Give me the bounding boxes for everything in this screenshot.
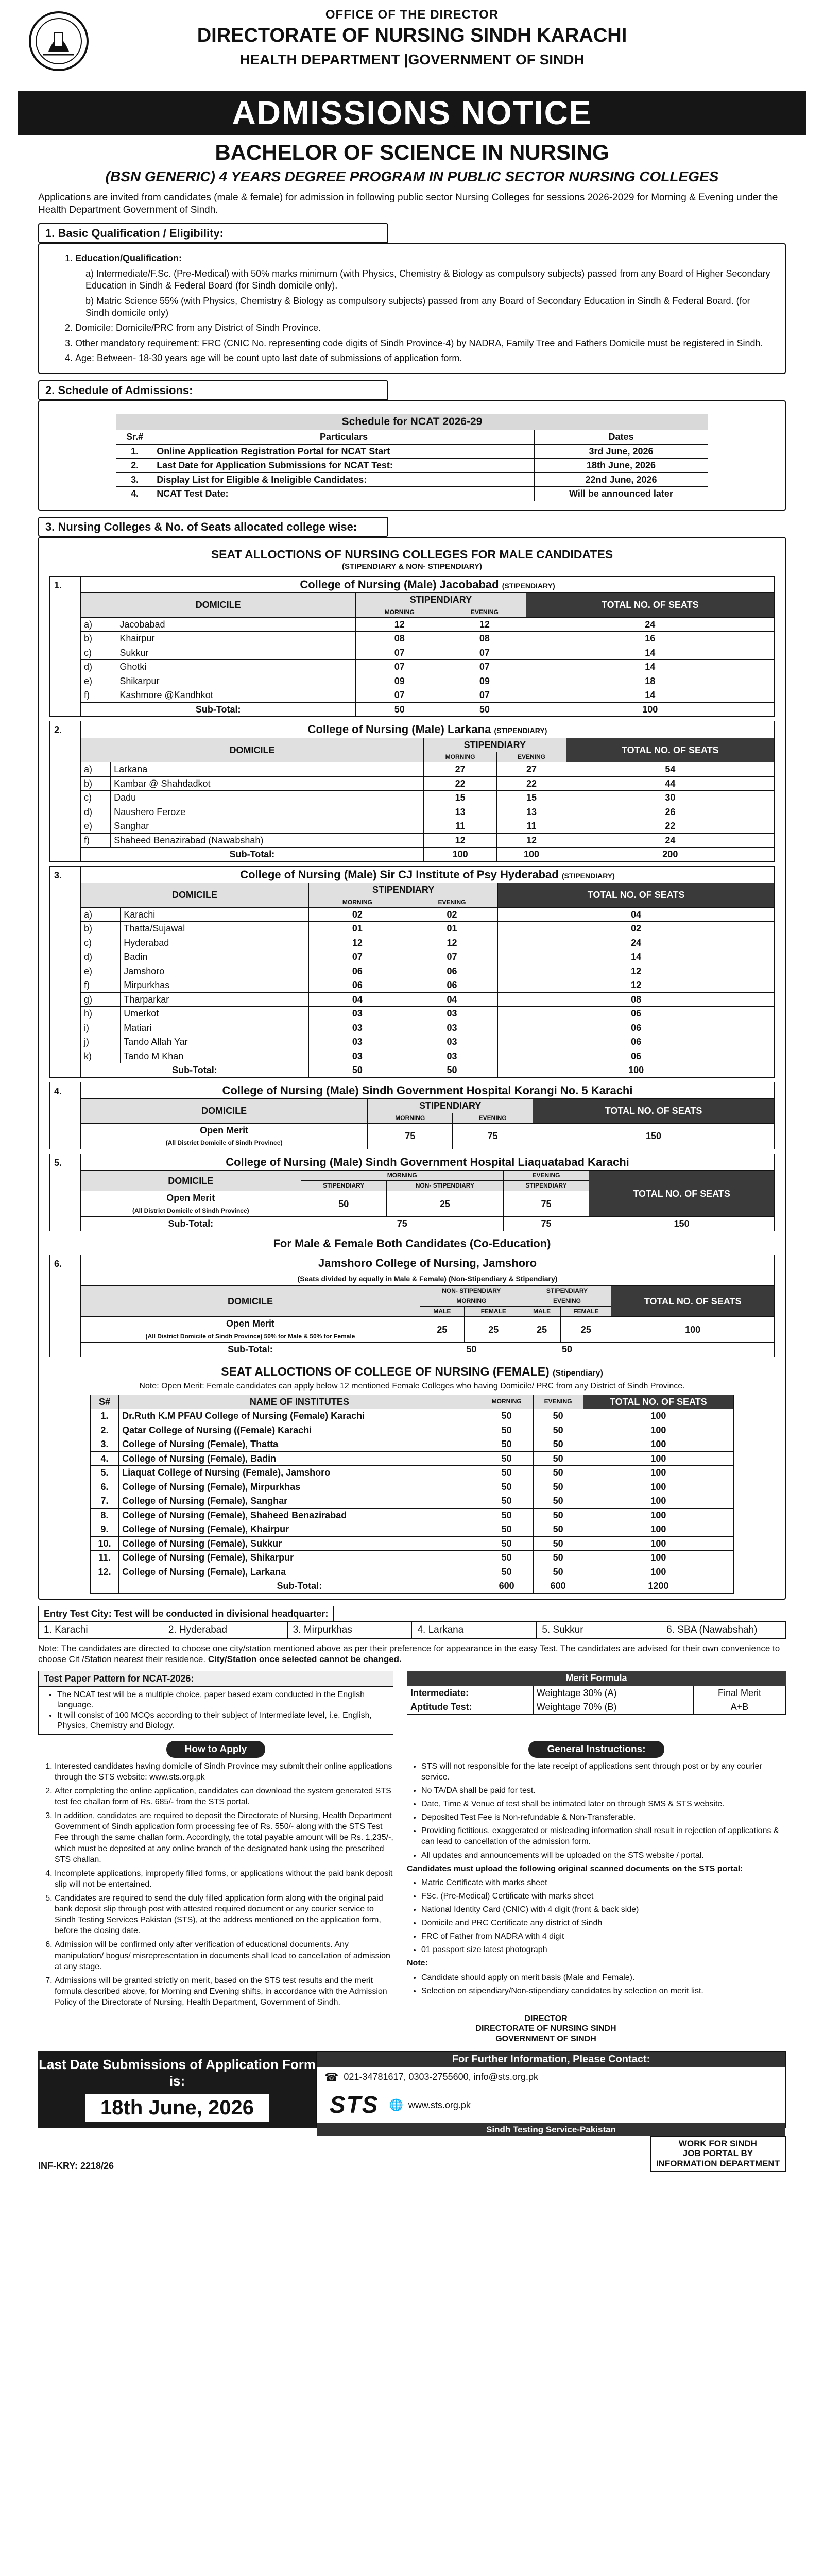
district-row: b) Khairpur 08 08 16 — [81, 632, 775, 646]
contact-footer — [38, 2051, 786, 2134]
college-block-korangi: 4. College of Nursing (Male) Sindh Government Hospital Korangi No. 5 Karachi DOMICILE STIPENDIARY TOTAL NO. OF SEATS MORNING EVENING Open Merit (All District Domicile of Sindh Province) 75 75 150 — [49, 1082, 775, 1149]
how-to-apply — [38, 1741, 393, 2011]
district-row: c) Dadu 15 15 30 — [81, 791, 775, 805]
district-row: a) Karachi 02 02 04 — [81, 907, 775, 922]
test-city: 4. Larkana — [412, 1622, 537, 1638]
required-document: • FSc. (Pre-Medical) Certificate with marks sheet — [421, 1891, 786, 1902]
sts-logo: STS — [330, 2091, 379, 2119]
female-college-row: 5. Liaquat College of Nursing (Female), Jamshoro 50 50 100 — [91, 1466, 734, 1480]
last-date-box: Last Date Submissions of Application Form is: 18th June, 2026 — [38, 2051, 316, 2128]
government-seal-icon — [28, 10, 90, 72]
eligibility-other: 3. Other mandatory requirement: FRC (CNIC No. representing code digits of Sindh Province-4) by NADRA, Family Tree and Fathers Domicile must be registered in Sindh. — [75, 337, 775, 349]
district-row: i) Matiari 03 03 06 — [81, 1021, 775, 1035]
apply-step: 4. Incomplete applications, improperly filled forms, or applications without the paid bank deposit slip will not be entertained. — [55, 1868, 393, 1890]
globe-icon: 🌐 — [389, 2098, 403, 2112]
required-document: • FRC of Father from NADRA with 4 digit — [421, 1931, 786, 1942]
male-allocation-subtitle: (STIPENDIARY & NON- STIPENDIARY) — [342, 562, 482, 571]
required-document: • Domicile and PRC Certificate any district of Sindh — [421, 1918, 786, 1928]
apply-step: 5. Candidates are required to send the duly filled application form along with the original paid bank deposit slip through post with attested required document or any courier service to Sindh Testing Services Pakistan (STS), at the address mentioned on the application form, before the closing date. — [55, 1893, 393, 1936]
college-number: 1. — [49, 576, 80, 717]
female-college-row: 6. College of Nursing (Female), Mirpurkhas 50 50 100 — [91, 1480, 734, 1494]
schedule-table-title: Schedule for NCAT 2026-29 — [116, 414, 708, 430]
work-for-sindh-badge: WORK FOR SINDH JOB PORTAL BY INFORMATION DEPARTMENT — [650, 2136, 786, 2172]
schedule-row: 2. Last Date for Application Submissions for NCAT Test: 18th June, 2026 — [116, 459, 708, 473]
notice-bottom — [38, 2136, 786, 2172]
section-eligibility — [38, 243, 786, 374]
college-title: College of Nursing (Male) Larkana (STIPENDIARY) — [81, 721, 775, 738]
instruction-item: • No TA/DA shall be paid for test. — [421, 1785, 786, 1796]
test-city: 5. Sukkur — [537, 1622, 661, 1638]
test-pattern-item: • It will consist of 100 MCQs according to their subject of Intermediate level, i.e. English, Physics, Chemistry and Biology. — [57, 1710, 388, 1731]
test-city-title: Entry Test City: Test will be conducted in divisional headquarter: — [38, 1606, 334, 1622]
reference-number: INF-KRY: 2218/26 — [38, 2160, 114, 2171]
test-and-merit — [38, 1671, 786, 1735]
college-block: 1. College of Nursing (Male) Jacobabad (STIPENDIARY) DOMICILE STIPENDIARY TOTAL NO. OF SEATS MORNING EVENING a) Jacobabad 12 12 24 b) Khairpur 08 08 16 c) Sukkur 07 07 14 d) Ghotki 07 07 14 e) Shikarpur 09 09 18 f) Kashmore @Kandhkot 07 07 14 Sub-Total: 50 50 100 — [49, 576, 775, 717]
note-item: • Selection on stipendiary/Non-stipendiary candidates by selection on merit list. — [421, 1986, 786, 1996]
female-college-row: 9. College of Nursing (Female), Khairpur 50 50 100 — [91, 1522, 734, 1537]
section-colleges — [38, 537, 786, 1599]
test-city: 3. Mirpurkhas — [288, 1622, 413, 1638]
college-block-liaquatabad: 5. College of Nursing (Male) Sindh Government Hospital Liaquatabad Karachi DOMICILE MORNING EVENING TOTAL NO. OF SEATS STIPENDIARY NON- STIPENDIARY STIPENDIARY Open Merit (All District Domicile of Sindh Province) 50 25 75 Sub-Total: 75 75 150 — [49, 1154, 775, 1231]
female-college-row: 1. Dr.Ruth K.M PFAU College of Nursing (Female) Karachi 50 50 100 — [91, 1409, 734, 1423]
female-college-row: 12. College of Nursing (Female), Larkana 50 50 100 — [91, 1565, 734, 1579]
female-allocation-title: SEAT ALLOCTIONS OF COLLEGE OF NURSING (FEMALE) (Stipendiary) — [221, 1364, 603, 1378]
instruction-item: • STS will not responsible for the late receipt of applications sent through post or by any courier service. — [421, 1761, 786, 1783]
eligibility-education: 1. Education/Qualification: a) Intermediate/F.Sc. (Pre-Medical) with 50% marks minimum (with Physics, Chemistry & Biology as compulsory subjects) passed from any Board of Higher Secondary Education in Sindh & Federal Board (for Sindh domicile only). b) Matric Science 55% (with Physics, Chemistry & Biology as compulsory subjects) passed from any Board of Secondary Education in Sindh & Federal Board. (for Sindh domicile only) — [75, 252, 775, 319]
apply-step: 7. Admissions will be granted strictly on merit, based on the STS test results and the merit formula described above, for Morning and Evening shifts, in accordance with the Admission Policy of the Directorate of Nursing, Health Department, Government of Sindh. — [55, 1975, 393, 2008]
program-title: BACHELOR OF SCIENCE IN NURSING — [215, 140, 609, 164]
male-allocation-title: SEAT ALLOCTIONS OF NURSING COLLEGES FOR MALE CANDIDATES — [211, 548, 613, 562]
female-college-row: 3. College of Nursing (Female), Thatta 50 50 100 — [91, 1437, 734, 1452]
note-title: Note: — [407, 1959, 428, 1968]
district-row: e) Sanghar 11 11 22 — [81, 819, 775, 834]
female-college-row: 10. College of Nursing (Female), Sukkur 50 50 100 — [91, 1536, 734, 1551]
subtotal-row: Sub-Total: 100 100 200 — [81, 848, 775, 862]
director-signature: DIRECTOR DIRECTORATE OF NURSING SINDH GOVERNMENT OF SINDH — [475, 2014, 616, 2043]
college-title: College of Nursing (Male) Jacobabad (STIPENDIARY) — [81, 576, 775, 593]
apply-and-instructions — [38, 1741, 786, 2011]
section-schedule — [38, 400, 786, 511]
education-option-a: a) Intermediate/F.Sc. (Pre-Medical) with 50% marks minimum (with Physics, Chemistry & Biology as compulsory subjects) passed from any Board of Higher Secondary Education in Sindh & Federal Board (for Sindh domicile only). — [85, 268, 770, 291]
contact-box: For Further Information, Please Contact: ☎ 021-34781617, 0303-2755600, info@sts.org.pk STS 🌐 www.sts.org.pk Sindh Testing Service-Pakistan — [316, 2051, 786, 2128]
section-eligibility-title: 1. Basic Qualification / Eligibility: — [38, 223, 388, 244]
schedule-row: 3. Display List for Eligible & Ineligible Candidates: 22nd June, 2026 — [116, 472, 708, 487]
test-city: 1. Karachi — [39, 1622, 163, 1638]
schedule-row: 1. Online Application Registration Portal for NCAT Start 3rd June, 2026 — [116, 444, 708, 459]
website-link[interactable]: www.sts.org.pk — [408, 2099, 471, 2110]
schedule-header: Dates — [534, 430, 708, 445]
district-row: e) Shikarpur 09 09 18 — [81, 674, 775, 688]
college-block: 3. College of Nursing (Male) Sir CJ Institute of Psy Hyderabad (STIPENDIARY) DOMICILE STIPENDIARY TOTAL NO. OF SEATS MORNING EVENING a) Karachi 02 02 04 b) Thatta/Sujawal 01 01 02 c) Hyderabad 12 12 24 d) Badin 07 07 14 e) Jamshoro 06 06 12 f) Mirpurkhas 06 06 12 g) Tharparkar 04 04 08 h) Umerkot 03 03 06 i) Matiari 03 03 06 j) Tando Allah Yar 03 03 06 k) Tando M Khan 03 03 06 Sub-Total: 50 50 100 — [49, 866, 775, 1078]
eligibility-domicile: 2. Domicile: Domicile/PRC from any District of Sindh Province. — [75, 322, 775, 334]
directorate-title: DIRECTORATE OF NURSING SINDH KARACHI — [197, 25, 627, 46]
last-date: 18th June, 2026 — [85, 2094, 269, 2122]
district-row: k) Tando M Khan 03 03 06 — [81, 1049, 775, 1063]
district-row: c) Sukkur 07 07 14 — [81, 646, 775, 660]
office-line: OFFICE OF THE DIRECTOR — [325, 8, 499, 22]
test-city-list — [38, 1621, 786, 1639]
college-block: 2. College of Nursing (Male) Larkana (STIPENDIARY) DOMICILE STIPENDIARY TOTAL NO. OF SEATS MORNING EVENING a) Larkana 27 27 54 b) Kambar @ Shahdadkot 22 22 44 c) Dadu 15 15 30 d) Naushero Feroze 13 13 26 e) Sanghar 11 11 22 f) Shaheed Benazirabad (Nawabshah) 12 12 24 Sub-Total: 100 100 200 — [49, 721, 775, 862]
college-title: Jamshoro College of Nursing, Jamshoro — [318, 1257, 537, 1270]
test-pattern-box — [38, 1671, 393, 1735]
district-row: d) Badin 07 07 14 — [81, 950, 775, 964]
phone-icon: ☎ — [324, 2070, 339, 2083]
district-row: e) Jamshoro 06 06 12 — [81, 964, 775, 978]
district-row: b) Kambar @ Shahdadkot 22 22 44 — [81, 776, 775, 791]
intro-paragraph: Applications are invited from candidates (male & female) for admission in following public sector Nursing Colleges for sessions 2026-2029 for Morning & Evening under the Health Department Government of Sindh. — [38, 192, 778, 216]
college-number: 2. — [49, 721, 80, 862]
apply-step: 1. Interested candidates having domicile of Sindh Province may submit their online applications through the STS website: www.sts.org.pk — [55, 1761, 393, 1783]
section-schedule-title: 2. Schedule of Admissions: — [38, 380, 388, 401]
subtotal-row: Sub-Total: 50 50 100 — [81, 702, 775, 717]
college-number: 4. — [49, 1082, 80, 1149]
note-item: • Candidate should apply on merit basis (Male and Female). — [421, 1972, 786, 1983]
test-city: 6. SBA (Nawabshah) — [666, 1624, 758, 1635]
district-row: h) Umerkot 03 03 06 — [81, 1007, 775, 1021]
contact-details: 021-34781617, 0303-2755600, info@sts.org.pk — [344, 2072, 538, 2082]
district-row: b) Thatta/Sujawal 01 01 02 — [81, 922, 775, 936]
college-title: College of Nursing (Male) Sir CJ Institute of Psy Hyderabad (STIPENDIARY) — [81, 866, 775, 883]
how-to-apply-title: How to Apply — [166, 1741, 266, 1758]
program-subtitle: (BSN GENERIC) 4 YEARS DEGREE PROGRAM IN PUBLIC SECTOR NURSING COLLEGES — [105, 168, 719, 184]
district-row: a) Larkana 27 27 54 — [81, 762, 775, 777]
notice-header — [18, 7, 806, 89]
female-colleges-table: S# NAME OF INSTITUTES MORNING EVENING TOTAL NO. OF SEATS 1. Dr.Ruth K.M PFAU College of Nursing (Female) Karachi 50 50 100 2. Qatar College of Nursing ((Female) Karachi 50 50 100 3. College of Nursing (Female), Thatta 50 50 100 4. College of Nursing (Female), Badin 50 50 100 5. Liaquat College of Nursing (Female), Jamshoro 50 50 100 6. College of Nursing (Female), Mirpurkhas 50 50 100 7. College of Nursing (Female), Sanghar 50 50 100 8. College of Nursing (Female), Shaheed Benazirabad 50 50 100 9. College of Nursing (Female), Khairpur 50 50 100 10. College of Nursing (Female), Sukkur 50 50 100 11. College of Nursing (Female), Shikarpur 50 50 100 12. College of Nursing (Female), Larkana 50 50 100 Sub-Total: 600 600 1200 — [90, 1395, 734, 1594]
schedule-header: Particulars — [153, 430, 535, 445]
district-row: f) Shaheed Benazirabad (Nawabshah) 12 12 24 — [81, 833, 775, 848]
college-title: College of Nursing (Male) Sindh Government Hospital Liaquatabad Karachi — [81, 1154, 775, 1171]
instruction-item: • Providing fictitious, exaggerated or misleading information shall result in rejection of applications & can lead to cancellation of the admission form. — [421, 1825, 786, 1847]
college-number: 6. — [49, 1255, 80, 1357]
district-row: f) Mirpurkhas 06 06 12 — [81, 978, 775, 993]
district-row: g) Tharparkar 04 04 08 — [81, 992, 775, 1007]
female-college-row: 2. Qatar College of Nursing ((Female) Karachi 50 50 100 — [91, 1423, 734, 1437]
district-row: a) Jacobabad 12 12 24 — [81, 617, 775, 632]
merit-formula-box: Merit Formula Intermediate: Weightage 30% (A) Final Merit Aptitude Test: Weightage 70% (B) A+B — [407, 1671, 786, 1735]
district-row: d) Naushero Feroze 13 13 26 — [81, 805, 775, 819]
required-document: • National Identity Card (CNIC) with 4 digit (front & back side) — [421, 1904, 786, 1915]
female-note: Note: Open Merit: Female candidates can apply below 12 mentioned Female Colleges who having Domicile/ PRC from any District of Sindh Province. — [139, 1381, 685, 1391]
instruction-item: • All updates and announcements will be uploaded on the STS website / portal. — [421, 1850, 786, 1861]
college-block-jamshoro: 6. Jamshoro College of Nursing, Jamshoro (Seats divided by equally in Male & Female) (Non-Stipendiary & Stipendiary) DOMICILE NON- STIPENDIARY STIPENDIARY TOTAL NO. OF SEATS MORNING EVENING MALE FEMALE MALE FEMALE Open Merit (All District Domicile of Sindh Province) 50% for Male & 50% for Female 25 25 25 25 100 Sub-Total: 50 50 — [49, 1255, 775, 1357]
instruction-item: • Deposited Test Fee is Non-refundable & Non-Transferable. — [421, 1812, 786, 1823]
required-documents-title: Candidates must upload the following original scanned documents on the STS portal: — [407, 1864, 743, 1873]
college-number: 5. — [49, 1154, 80, 1231]
college-title: College of Nursing (Male) Sindh Government Hospital Korangi No. 5 Karachi — [81, 1082, 775, 1099]
merit-formula-title: Merit Formula — [407, 1671, 786, 1686]
test-pattern-title: Test Paper Pattern for NCAT-2026: — [39, 1671, 393, 1687]
female-college-row: 8. College of Nursing (Female), Shaheed Benazirabad 50 50 100 — [91, 1508, 734, 1522]
apply-step: 6. Admission will be confirmed only after verification of educational documents. Any manipulation/ bogus/ misrepresentation in documents shall lead to cancellation of admission at any stage. — [55, 1939, 393, 1972]
schedule-row: 4. NCAT Test Date: Will be announced later — [116, 487, 708, 501]
general-instructions-title: General Instructions: — [528, 1741, 664, 1758]
district-row: d) Ghotki 07 07 14 — [81, 660, 775, 674]
section-colleges-title: 3. Nursing Colleges & No. of Seats allocated college wise: — [38, 517, 388, 537]
department-title: HEALTH DEPARTMENT |GOVERNMENT OF SINDH — [239, 51, 585, 67]
co-education-title: For Male & Female Both Candidates (Co-Education) — [273, 1236, 551, 1250]
district-row: c) Hyderabad 12 12 24 — [81, 936, 775, 950]
female-college-row: 11. College of Nursing (Female), Shikarpur 50 50 100 — [91, 1551, 734, 1565]
instruction-item: • Date, Time & Venue of test shall be intimated later on through SMS & STS website. — [421, 1799, 786, 1809]
schedule-table — [116, 414, 708, 501]
required-document: • 01 passport size latest photograph — [421, 1944, 786, 1955]
eligibility-age: 4. Age: Between- 18-30 years age will be count upto last date of submissions of application form. — [75, 352, 775, 364]
test-pattern-item: • The NCAT test will be a multiple choice, paper based exam conducted in the English language. — [57, 1690, 388, 1710]
test-city-note: Note: The candidates are directed to choose one city/station mentioned above as per their preference for appearance in the easy Test. The candidates are advised for their own convenience to choose Cit /Station nearest their residence. City/Station once selected cannot be changed. — [38, 1643, 780, 1664]
district-row: f) Kashmore @Kandhkot 07 07 14 — [81, 688, 775, 703]
admissions-banner: ADMISSIONS NOTICE — [18, 91, 806, 135]
female-college-row: 7. College of Nursing (Female), Sanghar 50 50 100 — [91, 1494, 734, 1509]
test-city: 2. Hyderabad — [163, 1622, 288, 1638]
schedule-header: Sr.# — [116, 430, 153, 445]
education-option-b: b) Matric Science 55% (with Physics, Chemistry & Biology as compulsory subjects) passed from any Board of Secondary Education in Sindh & Federal Board. (for Sindh domicile only) — [85, 295, 750, 318]
college-number: 3. — [49, 866, 80, 1078]
general-instructions — [407, 1741, 786, 2011]
district-row: j) Tando Allah Yar 03 03 06 — [81, 1035, 775, 1049]
required-document: • Matric Certificate with marks sheet — [421, 1877, 786, 1888]
apply-step: 2. After completing the online application, candidates can download the system generated STS test fee challan form of Rs. 685/- from the STS portal. — [55, 1786, 393, 1807]
subtotal-row: Sub-Total: 50 50 100 — [81, 1063, 775, 1078]
female-college-row: 4. College of Nursing (Female), Badin 50 50 100 — [91, 1451, 734, 1466]
apply-step: 3. In addition, candidates are required to deposit the Directorate of Nursing, Health Department Government of Sindh application form processing fee of Rs. 550/- along with the STS Test Fee through the same challan form. Accordingly, the total payable amount will be Rs. 1,235/-, which must be deposited at any online branch of the designated bank using the prescribed STS challan. — [55, 1810, 393, 1865]
